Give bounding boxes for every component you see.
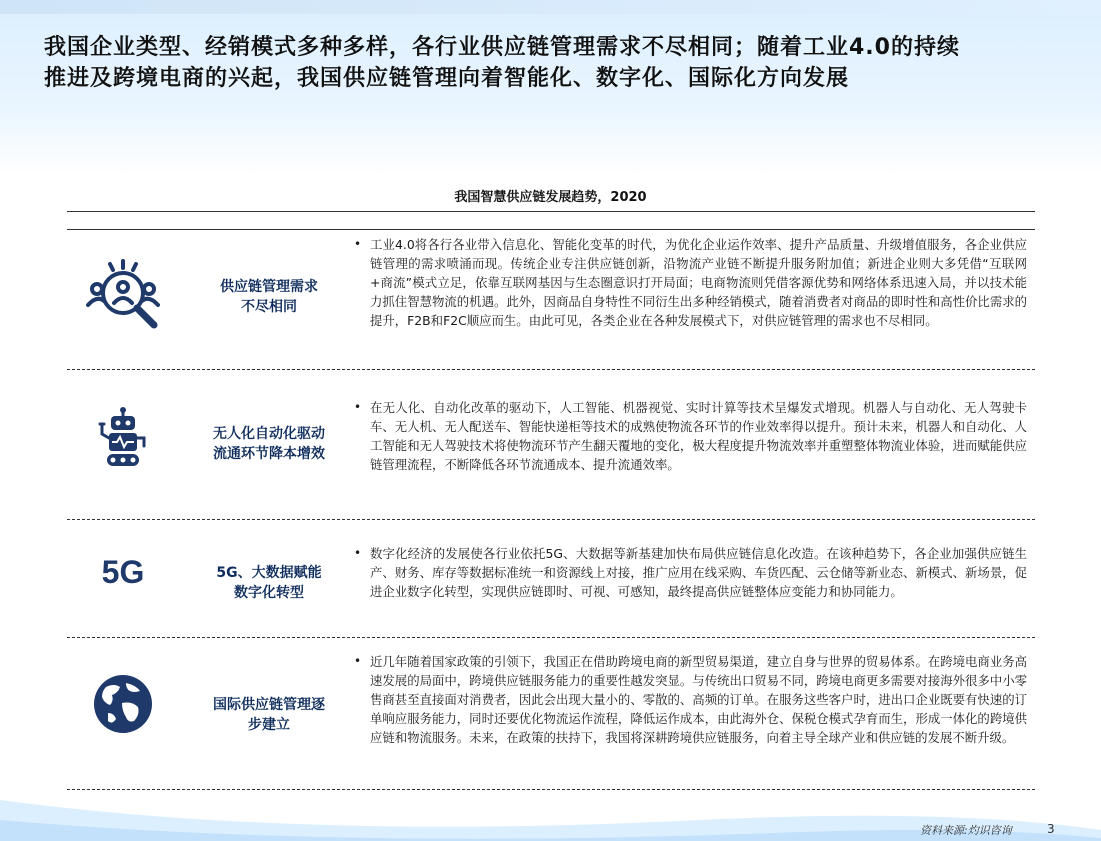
trend-label-4-line2: 步建立 bbox=[248, 717, 290, 733]
table-top-rule bbox=[67, 211, 1035, 212]
trend-text-2 bbox=[354, 398, 1027, 474]
source-note: 资料来源:灼识咨询 bbox=[920, 824, 1012, 837]
trend-label-2-line2: 流通环节降本增效 bbox=[213, 446, 325, 462]
trend-label-3-line1: 5G、大数据赋能 bbox=[216, 565, 322, 581]
trend-row-1 bbox=[67, 229, 1035, 369]
robot-icon bbox=[67, 403, 179, 473]
trend-label-1 bbox=[185, 277, 353, 317]
trend-row-4 bbox=[67, 637, 1035, 789]
trend-row-2 bbox=[67, 369, 1035, 519]
trend-text-1-body: 工业4.0将各行各业带入信息化、智能化变革的时代，为优化企业运作效率、提升产品质量、升级增值服务，各企业供应链管理的需求喷涌而现。传统企业专注供应链创新，沿物流产业链不断提升服务附加值；新进企业则大多凭借“互联网+商流”模式立足，依靠互联网基因与生态圈意识打开局面；电商物流则凭借客源优势和网络体系迅速入局，并以技术能力抓住智慧物流的机遇。此外，因商品自身特性不同衍生出多种经销模式，随着消费者对商品的即时性和高性价比需求的提升，F2B和F2C顺应而生。由此可见，各类企业在各种发展模式下，对供应链管理的需求也不尽相同。 bbox=[370, 237, 1027, 328]
trend-text-4-body: 近几年随着国家政策的引领下，我国正在借助跨境电商的新型贸易渠道，建立自身与世界的贸易体系。在跨境电商业务高速发展的局面中，跨境供应链服务能力的重要性越发突显。与传统出口贸易不同，跨境电商更多需要对接海外很多中小零售商甚至直接面对消费者，因此会出现大量小的、零散的、高频的订单。在服务这些客户时，进出口企业既要有快速的订单响应服务能力，同时还要优化物流运作流程，降低运作成本，由此海外仓、保税仓模式孕育而生，形成一体化的跨境供应链和物流服务。未来，在政策的扶持下，我国将深耕跨境供应链服务，向着主导全球产业和供应链的发展不断升级。 bbox=[370, 654, 1027, 745]
trend-label-1-line2: 不尽相同 bbox=[241, 299, 297, 315]
globe-icon bbox=[67, 671, 179, 737]
table-title: 我国智慧供应链发展趋势，2020 bbox=[454, 190, 647, 205]
bullet: • bbox=[354, 400, 362, 414]
5g-icon bbox=[67, 547, 179, 597]
header-band bbox=[0, 0, 1101, 14]
page-number: 3 bbox=[1047, 822, 1055, 836]
bullet: • bbox=[354, 546, 362, 560]
page-headline bbox=[44, 32, 1074, 94]
trend-label-2-line1: 无人化自动化驱动 bbox=[213, 426, 325, 442]
trend-text-1 bbox=[354, 235, 1027, 330]
magnifier-people-icon bbox=[67, 257, 179, 337]
trend-row-3 bbox=[67, 519, 1035, 637]
trend-text-4 bbox=[354, 652, 1027, 747]
bullet: • bbox=[354, 654, 362, 668]
headline-line-2: 推进及跨境电商的兴起，我国供应链管理向着智能化、数字化、国际化方向发展 bbox=[44, 66, 850, 91]
5g-icon-text: 5G bbox=[101, 553, 145, 590]
trend-label-3 bbox=[185, 563, 353, 603]
trend-label-4 bbox=[185, 695, 353, 735]
trend-label-1-line1: 供应链管理需求 bbox=[220, 279, 318, 295]
trend-label-2 bbox=[185, 424, 353, 464]
trend-text-3 bbox=[354, 544, 1027, 601]
bullet: • bbox=[354, 237, 362, 251]
trend-text-3-body: 数字化经济的发展使各行业依托5G、大数据等新基建加快布局供应链信息化改造。在该种趋势下，各企业加强供应链生产、财务、库存等数据标准统一和资源线上对接，推广应用在线采购、车货匹配、云仓储等新业态、新模式、新场景，促进企业数字化转型，实现供应链即时、可视、可感知，最终提高供应链整体应变能力和协同能力。 bbox=[370, 546, 1027, 599]
headline-line-1: 我国企业类型、经销模式多种多样，各行业供应链管理需求不尽相同；随着工业4.0的持续 bbox=[44, 35, 960, 60]
trend-text-2-body: 在无人化、自动化改革的驱动下，人工智能、机器视觉、实时计算等技术呈爆发式增现。机器人与自动化、无人驾驶卡车、无人机、无人配送车、智能快递柜等技术的成熟使物流各环节的作业效率得以提升。预计未来，机器人和自动化、人工智能和无人驾驶技术将使物流环节产生翻天覆地的变化，极大程度提升物流效率并重塑整体物流业体验，进而赋能供应链管理流程，不断降低各环节流通成本、提升流通效率。 bbox=[370, 400, 1027, 472]
trend-label-3-line2: 数字化转型 bbox=[234, 585, 304, 601]
trend-label-4-line1: 国际供应链管理逐 bbox=[213, 697, 325, 713]
